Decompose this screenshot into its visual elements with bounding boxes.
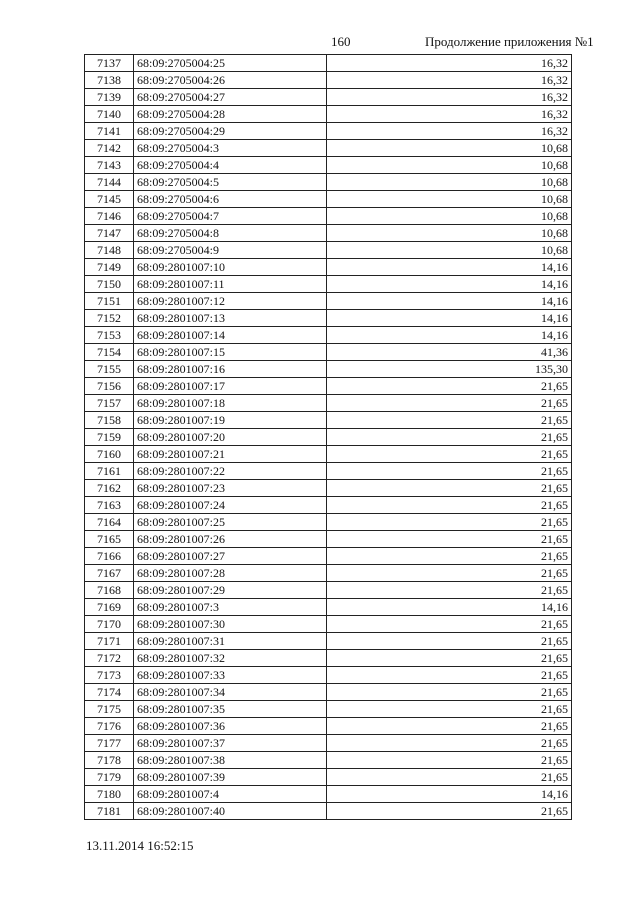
- cadastral-number: 68:09:2705004:9: [134, 242, 327, 259]
- cadastral-number: 68:09:2801007:26: [134, 531, 327, 548]
- row-number: 7147: [85, 225, 134, 242]
- row-number: 7148: [85, 242, 134, 259]
- row-value: 21,65: [327, 752, 572, 769]
- table-row: [85, 650, 572, 667]
- registry-table: [84, 54, 572, 820]
- table-row: [85, 259, 572, 276]
- row-number: 7150: [85, 276, 134, 293]
- table-row: [85, 769, 572, 786]
- table-row: [85, 89, 572, 106]
- cadastral-number: 68:09:2801007:28: [134, 565, 327, 582]
- row-number: 7172: [85, 650, 134, 667]
- cadastral-number: 68:09:2801007:11: [134, 276, 327, 293]
- row-value: 41,36: [327, 344, 572, 361]
- cadastral-number: 68:09:2801007:22: [134, 463, 327, 480]
- cadastral-number: 68:09:2801007:15: [134, 344, 327, 361]
- cadastral-number: 68:09:2705004:8: [134, 225, 327, 242]
- table-row: [85, 599, 572, 616]
- row-number: 7165: [85, 531, 134, 548]
- table-row: [85, 633, 572, 650]
- row-number: 7176: [85, 718, 134, 735]
- row-number: 7178: [85, 752, 134, 769]
- table-row: [85, 616, 572, 633]
- table-row: [85, 55, 572, 72]
- row-number: 7157: [85, 395, 134, 412]
- row-value: 14,16: [327, 293, 572, 310]
- cadastral-number: 68:09:2705004:25: [134, 55, 327, 72]
- table-row: [85, 752, 572, 769]
- cadastral-number: 68:09:2801007:10: [134, 259, 327, 276]
- row-number: 7167: [85, 565, 134, 582]
- cadastral-number: 68:09:2705004:29: [134, 123, 327, 140]
- row-value: 21,65: [327, 701, 572, 718]
- row-number: 7144: [85, 174, 134, 191]
- cadastral-number: 68:09:2801007:24: [134, 497, 327, 514]
- row-number: 7168: [85, 582, 134, 599]
- row-number: 7156: [85, 378, 134, 395]
- cadastral-number: 68:09:2801007:4: [134, 786, 327, 803]
- table-row: [85, 310, 572, 327]
- cadastral-number: 68:09:2801007:36: [134, 718, 327, 735]
- row-value: 21,65: [327, 633, 572, 650]
- row-value: 14,16: [327, 786, 572, 803]
- cadastral-number: 68:09:2801007:18: [134, 395, 327, 412]
- row-value: 21,65: [327, 531, 572, 548]
- table-row: [85, 344, 572, 361]
- table-row: [85, 174, 572, 191]
- cadastral-number: 68:09:2801007:34: [134, 684, 327, 701]
- cadastral-number: 68:09:2705004:6: [134, 191, 327, 208]
- row-value: 14,16: [327, 259, 572, 276]
- row-number: 7138: [85, 72, 134, 89]
- row-number: 7159: [85, 429, 134, 446]
- row-value: 14,16: [327, 599, 572, 616]
- cadastral-number: 68:09:2801007:13: [134, 310, 327, 327]
- row-number: 7173: [85, 667, 134, 684]
- row-number: 7175: [85, 701, 134, 718]
- row-value: 10,68: [327, 191, 572, 208]
- table-row: [85, 514, 572, 531]
- table-row: [85, 123, 572, 140]
- table-row: [85, 191, 572, 208]
- row-value: 14,16: [327, 276, 572, 293]
- row-number: 7179: [85, 769, 134, 786]
- row-value: 21,65: [327, 548, 572, 565]
- row-value: 21,65: [327, 565, 572, 582]
- row-number: 7137: [85, 55, 134, 72]
- table-row: [85, 140, 572, 157]
- row-value: 10,68: [327, 157, 572, 174]
- row-value: 21,65: [327, 735, 572, 752]
- row-number: 7151: [85, 293, 134, 310]
- cadastral-number: 68:09:2801007:37: [134, 735, 327, 752]
- table-row: [85, 667, 572, 684]
- cadastral-number: 68:09:2801007:16: [134, 361, 327, 378]
- row-value: 21,65: [327, 582, 572, 599]
- registry-table-body: [85, 55, 572, 820]
- table-row: [85, 293, 572, 310]
- row-value: 16,32: [327, 106, 572, 123]
- cadastral-number: 68:09:2705004:27: [134, 89, 327, 106]
- table-row: [85, 242, 572, 259]
- table-row: [85, 531, 572, 548]
- row-value: 16,32: [327, 89, 572, 106]
- cadastral-number: 68:09:2801007:35: [134, 701, 327, 718]
- row-number: 7146: [85, 208, 134, 225]
- table-row: [85, 395, 572, 412]
- row-number: 7170: [85, 616, 134, 633]
- table-row: [85, 327, 572, 344]
- row-number: 7171: [85, 633, 134, 650]
- row-value: 21,65: [327, 718, 572, 735]
- table-row: [85, 480, 572, 497]
- row-value: 14,16: [327, 310, 572, 327]
- cadastral-number: 68:09:2801007:29: [134, 582, 327, 599]
- row-value: 14,16: [327, 327, 572, 344]
- table-row: [85, 463, 572, 480]
- cadastral-number: 68:09:2705004:26: [134, 72, 327, 89]
- row-number: 7141: [85, 123, 134, 140]
- row-number: 7169: [85, 599, 134, 616]
- cadastral-number: 68:09:2801007:12: [134, 293, 327, 310]
- row-value: 21,65: [327, 803, 572, 820]
- row-value: 16,32: [327, 72, 572, 89]
- cadastral-number: 68:09:2801007:27: [134, 548, 327, 565]
- row-value: 21,65: [327, 769, 572, 786]
- cadastral-number: 68:09:2801007:33: [134, 667, 327, 684]
- table-row: [85, 378, 572, 395]
- row-number: 7177: [85, 735, 134, 752]
- table-row: [85, 718, 572, 735]
- row-value: 21,65: [327, 412, 572, 429]
- row-number: 7154: [85, 344, 134, 361]
- row-number: 7160: [85, 446, 134, 463]
- row-value: 16,32: [327, 123, 572, 140]
- row-value: 10,68: [327, 225, 572, 242]
- cadastral-number: 68:09:2801007:40: [134, 803, 327, 820]
- table-row: [85, 701, 572, 718]
- row-number: 7139: [85, 89, 134, 106]
- continuation-title: Продолжение приложения №1: [425, 34, 594, 49]
- cadastral-number: 68:09:2801007:17: [134, 378, 327, 395]
- row-value: 10,68: [327, 140, 572, 157]
- cadastral-number: 68:09:2705004:4: [134, 157, 327, 174]
- row-number: 7162: [85, 480, 134, 497]
- table-row: [85, 157, 572, 174]
- row-value: 10,68: [327, 174, 572, 191]
- table-row: [85, 276, 572, 293]
- row-number: 7145: [85, 191, 134, 208]
- row-value: 10,68: [327, 242, 572, 259]
- row-value: 16,32: [327, 55, 572, 72]
- table-row: [85, 429, 572, 446]
- cadastral-number: 68:09:2801007:19: [134, 412, 327, 429]
- table-row: [85, 803, 572, 820]
- row-number: 7152: [85, 310, 134, 327]
- table-row: [85, 582, 572, 599]
- cadastral-number: 68:09:2801007:25: [134, 514, 327, 531]
- row-value: 21,65: [327, 650, 572, 667]
- row-number: 7149: [85, 259, 134, 276]
- cadastral-number: 68:09:2801007:21: [134, 446, 327, 463]
- cadastral-number: 68:09:2801007:30: [134, 616, 327, 633]
- table-row: [85, 72, 572, 89]
- row-value: 10,68: [327, 208, 572, 225]
- cadastral-number: 68:09:2705004:5: [134, 174, 327, 191]
- row-value: 21,65: [327, 480, 572, 497]
- row-number: 7164: [85, 514, 134, 531]
- cadastral-number: 68:09:2801007:38: [134, 752, 327, 769]
- row-number: 7153: [85, 327, 134, 344]
- row-value: 21,65: [327, 429, 572, 446]
- cadastral-number: 68:09:2801007:14: [134, 327, 327, 344]
- cadastral-number: 68:09:2801007:23: [134, 480, 327, 497]
- table-row: [85, 786, 572, 803]
- table-row: [85, 735, 572, 752]
- row-number: 7143: [85, 157, 134, 174]
- row-number: 7140: [85, 106, 134, 123]
- cadastral-number: 68:09:2705004:28: [134, 106, 327, 123]
- cadastral-number: 68:09:2801007:31: [134, 633, 327, 650]
- table-row: [85, 684, 572, 701]
- row-number: 7158: [85, 412, 134, 429]
- cadastral-number: 68:09:2801007:39: [134, 769, 327, 786]
- cadastral-number: 68:09:2801007:32: [134, 650, 327, 667]
- table-row: [85, 446, 572, 463]
- row-value: 21,65: [327, 463, 572, 480]
- table-row: [85, 225, 572, 242]
- table-row: [85, 565, 572, 582]
- row-value: 21,65: [327, 446, 572, 463]
- row-number: 7174: [85, 684, 134, 701]
- row-value: 21,65: [327, 684, 572, 701]
- row-value: 21,65: [327, 378, 572, 395]
- row-value: 21,65: [327, 667, 572, 684]
- table-row: [85, 412, 572, 429]
- cadastral-number: 68:09:2801007:3: [134, 599, 327, 616]
- row-value: 135,30: [327, 361, 572, 378]
- table-row: [85, 208, 572, 225]
- row-number: 7142: [85, 140, 134, 157]
- row-number: 7181: [85, 803, 134, 820]
- row-value: 21,65: [327, 616, 572, 633]
- row-number: 7163: [85, 497, 134, 514]
- row-number: 7161: [85, 463, 134, 480]
- row-number: 7155: [85, 361, 134, 378]
- cadastral-number: 68:09:2705004:3: [134, 140, 327, 157]
- row-value: 21,65: [327, 514, 572, 531]
- row-number: 7180: [85, 786, 134, 803]
- row-number: 7166: [85, 548, 134, 565]
- table-row: [85, 361, 572, 378]
- print-timestamp: 13.11.2014 16:52:15: [86, 838, 194, 853]
- cadastral-number: 68:09:2801007:20: [134, 429, 327, 446]
- table-row: [85, 106, 572, 123]
- row-value: 21,65: [327, 395, 572, 412]
- table-row: [85, 497, 572, 514]
- table-row: [85, 548, 572, 565]
- row-value: 21,65: [327, 497, 572, 514]
- cadastral-number: 68:09:2705004:7: [134, 208, 327, 225]
- page-number: 160: [331, 34, 351, 49]
